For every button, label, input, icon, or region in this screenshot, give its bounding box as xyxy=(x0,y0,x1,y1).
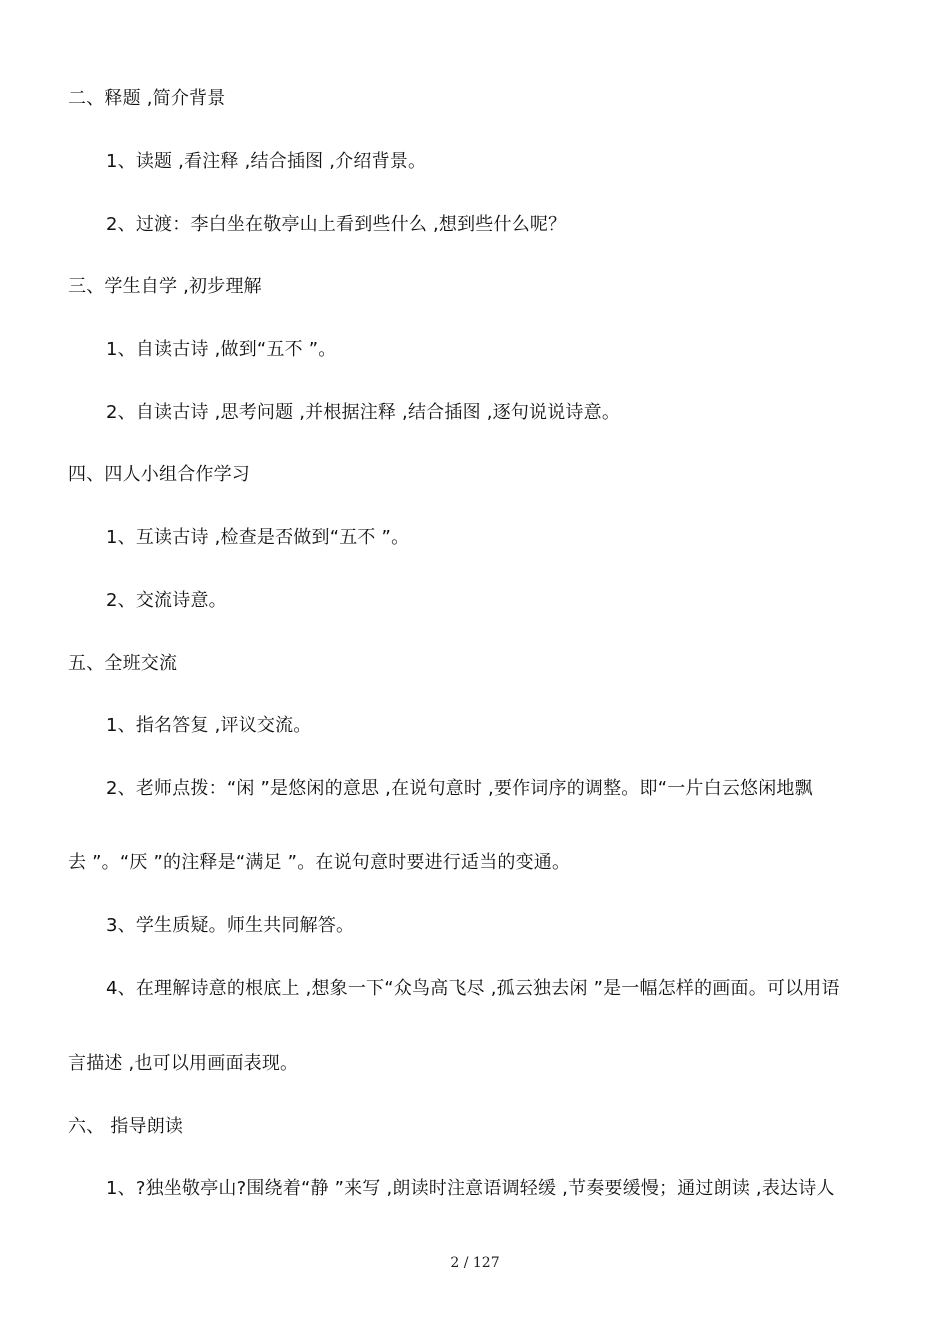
paragraph: 2、交流诗意。 xyxy=(106,590,227,611)
paragraph: 2、自读古诗 ,思考问题 ,并根据注释 ,结合插图 ,逐句说说诗意。 xyxy=(106,402,621,423)
paragraph: 4、在理解诗意的根底上 ,想象一下“众鸟高飞尽 ,孤云独去闲 ”是一幅怎样的画面。可以用语 xyxy=(106,978,840,999)
paragraph: 1、自读古诗 ,做到“五不 ”。 xyxy=(106,339,337,360)
section-heading-5: 五、全班交流 xyxy=(68,653,178,674)
paragraph-continuation: 去 ”。“厌 ”的注释是“满足 ”。在说句意时要进行适当的变通。 xyxy=(68,852,571,873)
paragraph: 3、学生质疑。师生共同解答。 xyxy=(106,915,355,936)
section-heading-3: 三、学生自学 ,初步理解 xyxy=(68,276,262,297)
paragraph: 1、?独坐敬亭山?围绕着“静 ”来写 ,朗读时注意语调轻缓 ,节奏要缓慢；通过朗读 ,表达诗人 xyxy=(106,1178,835,1199)
page-number: 2 / 127 xyxy=(450,1255,500,1271)
paragraph: 2、过渡：李白坐在敬亭山上看到些什么 ,想到些什么呢？ xyxy=(106,214,567,235)
paragraph-continuation: 言描述 ,也可以用画面表现。 xyxy=(68,1053,299,1074)
paragraph: 1、读题 ,看注释 ,结合插图 ,介绍背景。 xyxy=(106,151,427,172)
paragraph: 1、互读古诗 ,检查是否做到“五不 ”。 xyxy=(106,527,410,548)
section-heading-4: 四、四人小组合作学习 xyxy=(68,464,250,485)
paragraph: 1、指名答复 ,评议交流。 xyxy=(106,715,312,736)
section-heading-2: 二、释题 ,简介背景 xyxy=(68,88,226,109)
paragraph: 2、老师点拨：“闲 ”是悠闲的意思 ,在说句意时 ,要作词序的调整。即“一片白云悠闲地飘 xyxy=(106,778,813,799)
section-heading-6: 六、 指导朗读 xyxy=(68,1116,184,1137)
